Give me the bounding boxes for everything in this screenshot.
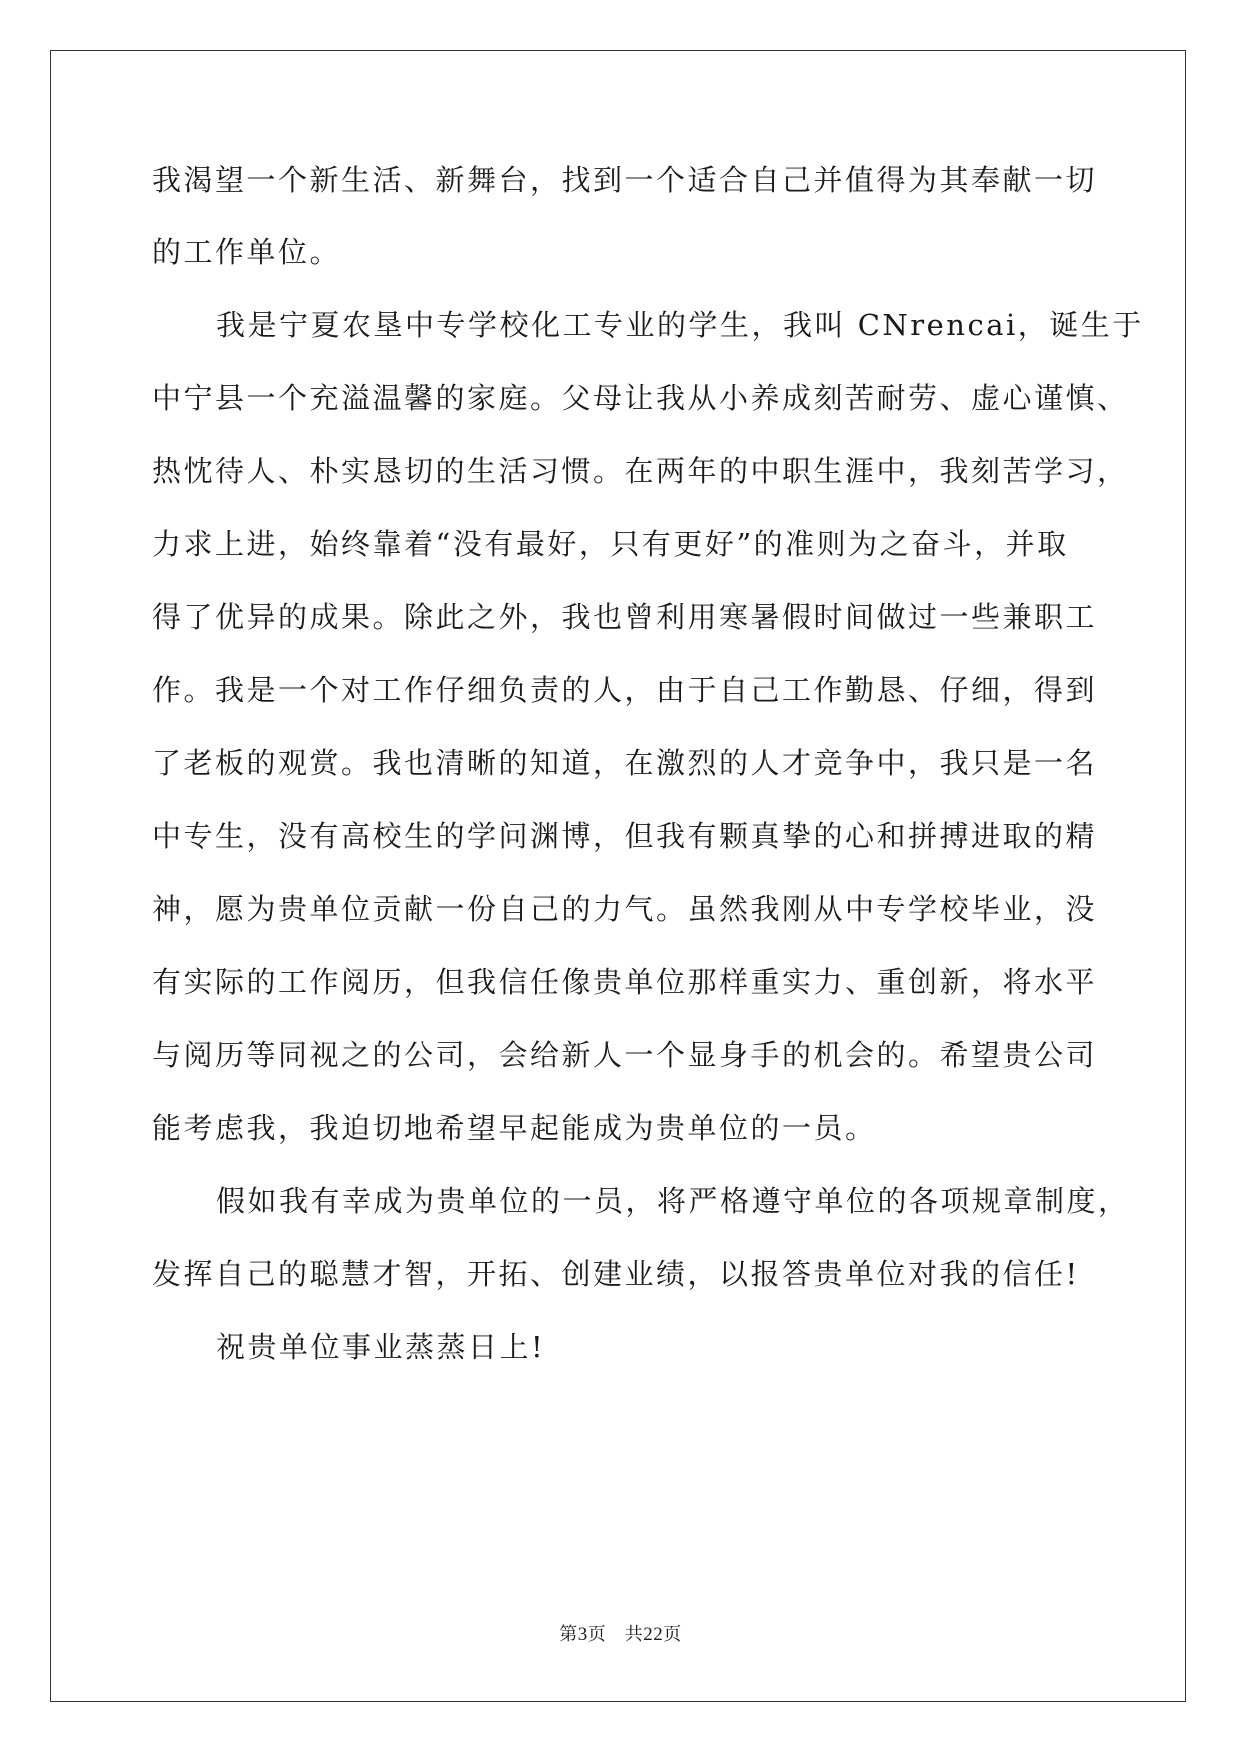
page-total-number: 22 <box>643 1624 664 1645</box>
page-border <box>50 50 1186 1702</box>
text-line-15: 假如我有幸成为贵单位的一员，将严格遵守单位的各项规章制度， <box>216 1184 1130 1218</box>
text-line-14: 能考虑我，我迫切地希望早起能成为贵单位的一员。 <box>152 1111 877 1145</box>
text-line-11: 神，愿为贵单位贡献一份自己的力气。虽然我刚从中专学校毕业，没 <box>152 892 1098 926</box>
page-prefix: 第 <box>559 1624 578 1645</box>
text-line-1: 我渴望一个新生活、新舞台，找到一个适合自己并值得为其奉献一切 <box>152 163 1098 197</box>
text-line-7: 得了优异的成果。除此之外，我也曾利用寒暑假时间做过一些兼职工 <box>152 600 1098 634</box>
text-line-6: 力求上进，始终靠着“没有最好，只有更好”的准则为之奋斗，并取 <box>152 527 1069 561</box>
page-footer <box>0 1620 1241 1646</box>
text-line-9: 了老板的观赏。我也清晰的知道，在激烈的人才竞争中，我只是一名 <box>152 746 1098 780</box>
page-mid: 页 共 <box>587 1624 644 1645</box>
text-line-4: 中宁县一个充溢温馨的家庭。父母让我从小养成刻苦耐劳、虚心谨慎、 <box>152 381 1129 415</box>
text-line-13: 与阅历等同视之的公司，会给新人一个显身手的机会的。希望贵公司 <box>152 1038 1098 1072</box>
page-current-number: 3 <box>577 1624 588 1645</box>
text-line-16: 发挥自己的聪慧才智，开拓、创建业绩，以报答贵单位对我的信任! <box>152 1257 1080 1291</box>
text-line-10: 中专生，没有高校生的学问渊博，但我有颗真挚的心和拼搏进取的精 <box>152 819 1098 853</box>
text-line-3: 我是宁夏农垦中专学校化工专业的学生，我叫 CNrencai，诞生于 <box>216 308 1144 342</box>
page-suffix: 页 <box>663 1624 682 1645</box>
text-line-17: 祝贵单位事业蒸蒸日上! <box>216 1330 546 1364</box>
text-line-8: 作。我是一个对工作仔细负责的人，由于自己工作勤恳、仔细，得到 <box>152 673 1098 707</box>
text-line-5: 热忱待人、朴实恳切的生活习惯。在两年的中职生涯中，我刻苦学习， <box>152 454 1129 488</box>
text-line-12: 有实际的工作阅历，但我信任像贵单位那样重实力、重创新，将水平 <box>152 965 1098 999</box>
text-line-2: 的工作单位。 <box>152 235 342 269</box>
